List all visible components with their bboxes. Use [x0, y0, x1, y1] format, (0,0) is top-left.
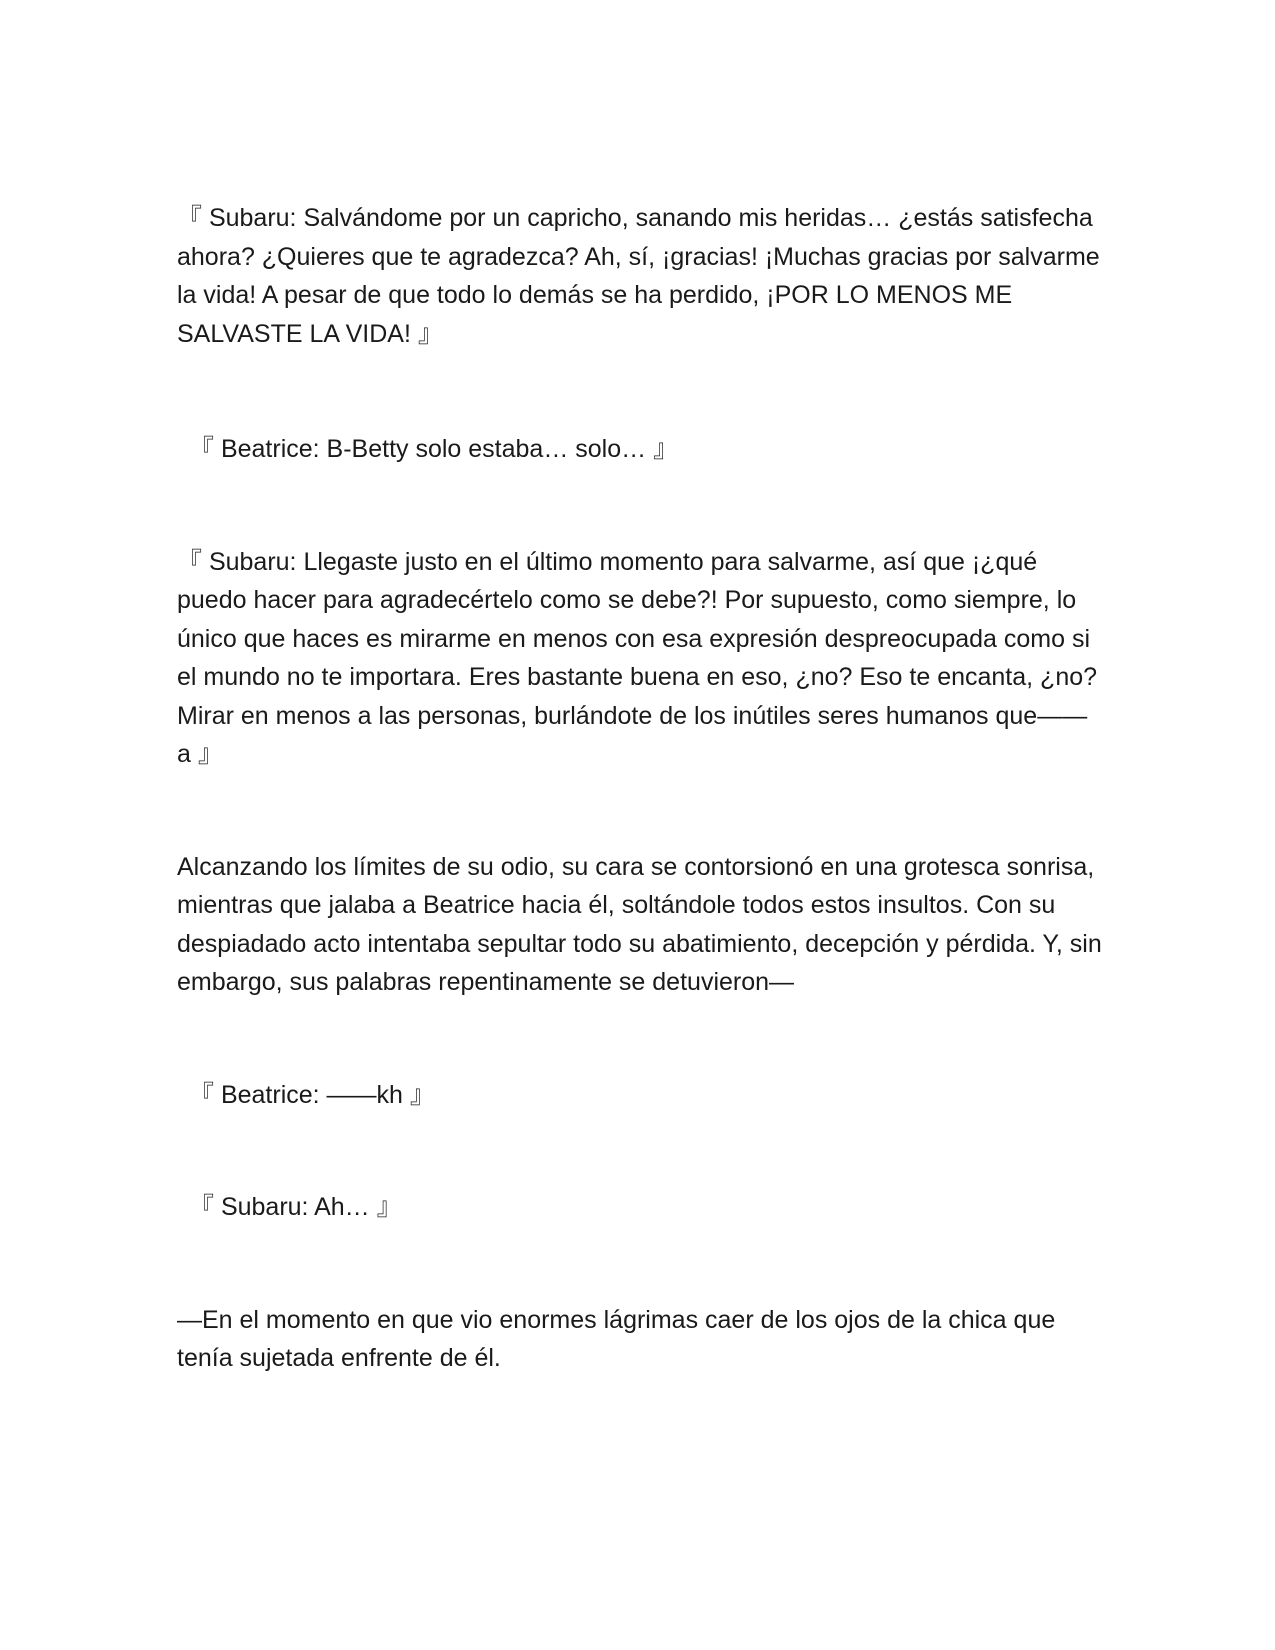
dialogue-beatrice-1: 『 Beatrice: B-Betty solo estaba… solo… 』 — [189, 435, 679, 463]
dialogue-subaru-3: 『 Subaru: Ah… 』 — [189, 1193, 402, 1221]
dialogue-subaru-2: 『 Subaru: Llegaste justo en el último momento para salvarme, así que ¡¿qué puedo hacer para agradecértelo como se debe?! Por supuesto, como siempre, lo único que haces es mirarme en menos con esa expresión despreocupada como si el mundo no te importara. Eres bastante buena en eso, ¿no? Eso te encanta, ¿no? Mirar en menos a las personas, burlándote de los inútiles seres humanos que—— a 』 — [177, 547, 1098, 768]
dialogue-beatrice-2: 『 Beatrice: ——kh 』 — [189, 1080, 435, 1109]
document-page — [177, 199, 1107, 1378]
narration-paragraph-1: Alcanzando los límites de su odio, su cara se contorsionó en una grotesca sonrisa, mientras que jalaba a Beatrice hacia él, soltándole todos estos insultos. Con su despiadado acto intentaba sepultar todo su abatimiento, decepción y pérdida. Y, sin embargo, sus palabras repentinamente se detuvieron— — [177, 852, 1102, 996]
narration-paragraph-2: —En el momento en que vio enormes lágrimas caer de los ojos de la chica que tenía sujetada enfrente de él. — [177, 1305, 1056, 1372]
dialogue-subaru-1: 『 Subaru: Salvándome por un capricho, sanando mis heridas… ¿estás satisfecha ahora? ¿Quieres que te agradezca? Ah, sí, ¡gracias! ¡Muchas gracias por salvarme la vida! A pesar de que todo lo demás se ha perdido, ¡POR LO MENOS ME SALVASTE LA VIDA! 』 — [177, 204, 1100, 348]
